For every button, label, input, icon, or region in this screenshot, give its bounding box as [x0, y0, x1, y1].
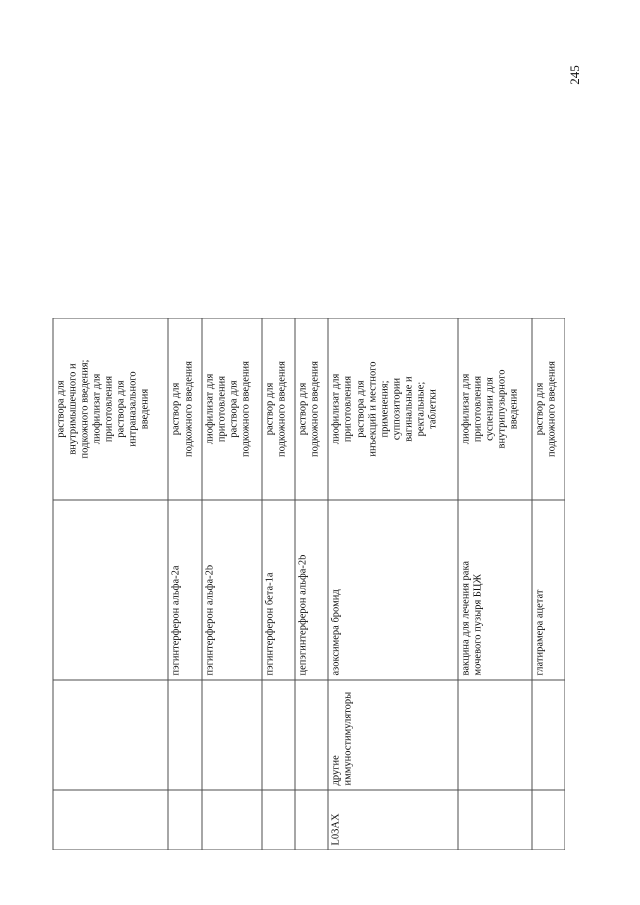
code-text: L03AX: [330, 812, 342, 845]
group-cell: [53, 680, 168, 790]
code-cell: [531, 790, 564, 850]
table-row: [457, 318, 531, 850]
drug-cell: [53, 500, 168, 680]
group-cell: [531, 680, 564, 790]
form-cell: [168, 318, 201, 500]
drug-text: вакцина для лечения рака мочевого пузыря БЦЖ: [459, 560, 483, 675]
page-number: [565, 62, 585, 88]
code-cell: [295, 790, 328, 850]
page-number-text: 245: [567, 65, 582, 85]
code-cell: [328, 790, 457, 850]
form-cell: [201, 318, 262, 500]
code-cell: [168, 790, 201, 850]
drug-text: азоксимера бромид: [330, 588, 342, 675]
drug-text: пэгинтерферон альфа-2b: [203, 564, 215, 675]
form-cell: [531, 318, 564, 500]
form-cell: [457, 318, 531, 500]
drug-cell: [531, 500, 564, 680]
form-cell: [295, 318, 328, 500]
drug-cell: [201, 500, 262, 680]
form-text: раствор для подкожного введения: [533, 360, 557, 457]
drug-cell: [168, 500, 201, 680]
drug-cell: [295, 500, 328, 680]
group-text: другие иммуностимуляторы: [330, 691, 354, 785]
drug-text: глатирамера ацетат: [533, 589, 545, 675]
form-text: лиофилизат для приготовления раствора для инъекций и местного применения; суппозитории вагинальные и ректальные; таблетки: [330, 360, 438, 457]
table-row: [262, 318, 295, 850]
group-cell: [168, 680, 201, 790]
group-cell: [201, 680, 262, 790]
medication-table-container: [52, 318, 565, 850]
form-text: раствор для подкожного введения: [297, 360, 321, 457]
form-text: лиофилизат для приготовления раствора для подкожного введения: [203, 360, 251, 457]
rotated-table-shell: [52, 318, 565, 850]
code-cell: [201, 790, 262, 850]
table-row: [531, 318, 564, 850]
drug-cell: [262, 500, 295, 680]
table-row: [295, 318, 328, 850]
form-text: раствор для подкожного введения: [170, 360, 194, 457]
drug-text: цепэгинтерферон альфа-2b: [297, 554, 309, 675]
drug-cell: [457, 500, 531, 680]
group-cell: [262, 680, 295, 790]
form-cell: [328, 318, 457, 500]
code-cell: [53, 790, 168, 850]
form-text: раствор для подкожного введения: [264, 360, 288, 457]
drug-text: пэгинтерферон альфа-2a: [170, 564, 182, 675]
form-cell: [262, 318, 295, 500]
form-cell: [53, 318, 168, 500]
table-row: [201, 318, 262, 850]
group-cell: [328, 680, 457, 790]
drug-cell: [328, 500, 457, 680]
form-text: раствора для внутримышечного и подкожного введения; лиофилизат для приготовления раствора для интраназального введения: [55, 359, 151, 458]
group-cell: [295, 680, 328, 790]
medication-table: [52, 318, 565, 850]
group-cell: [457, 680, 531, 790]
form-text: лиофилизат для приготовления суспензии для внутрипузырного введения: [459, 369, 519, 448]
drug-text: пэгинтерферон бета-1a: [264, 571, 276, 675]
code-cell: [262, 790, 295, 850]
table-row: [53, 318, 168, 850]
table-row: [168, 318, 201, 850]
code-cell: [457, 790, 531, 850]
table-row: [328, 318, 457, 850]
